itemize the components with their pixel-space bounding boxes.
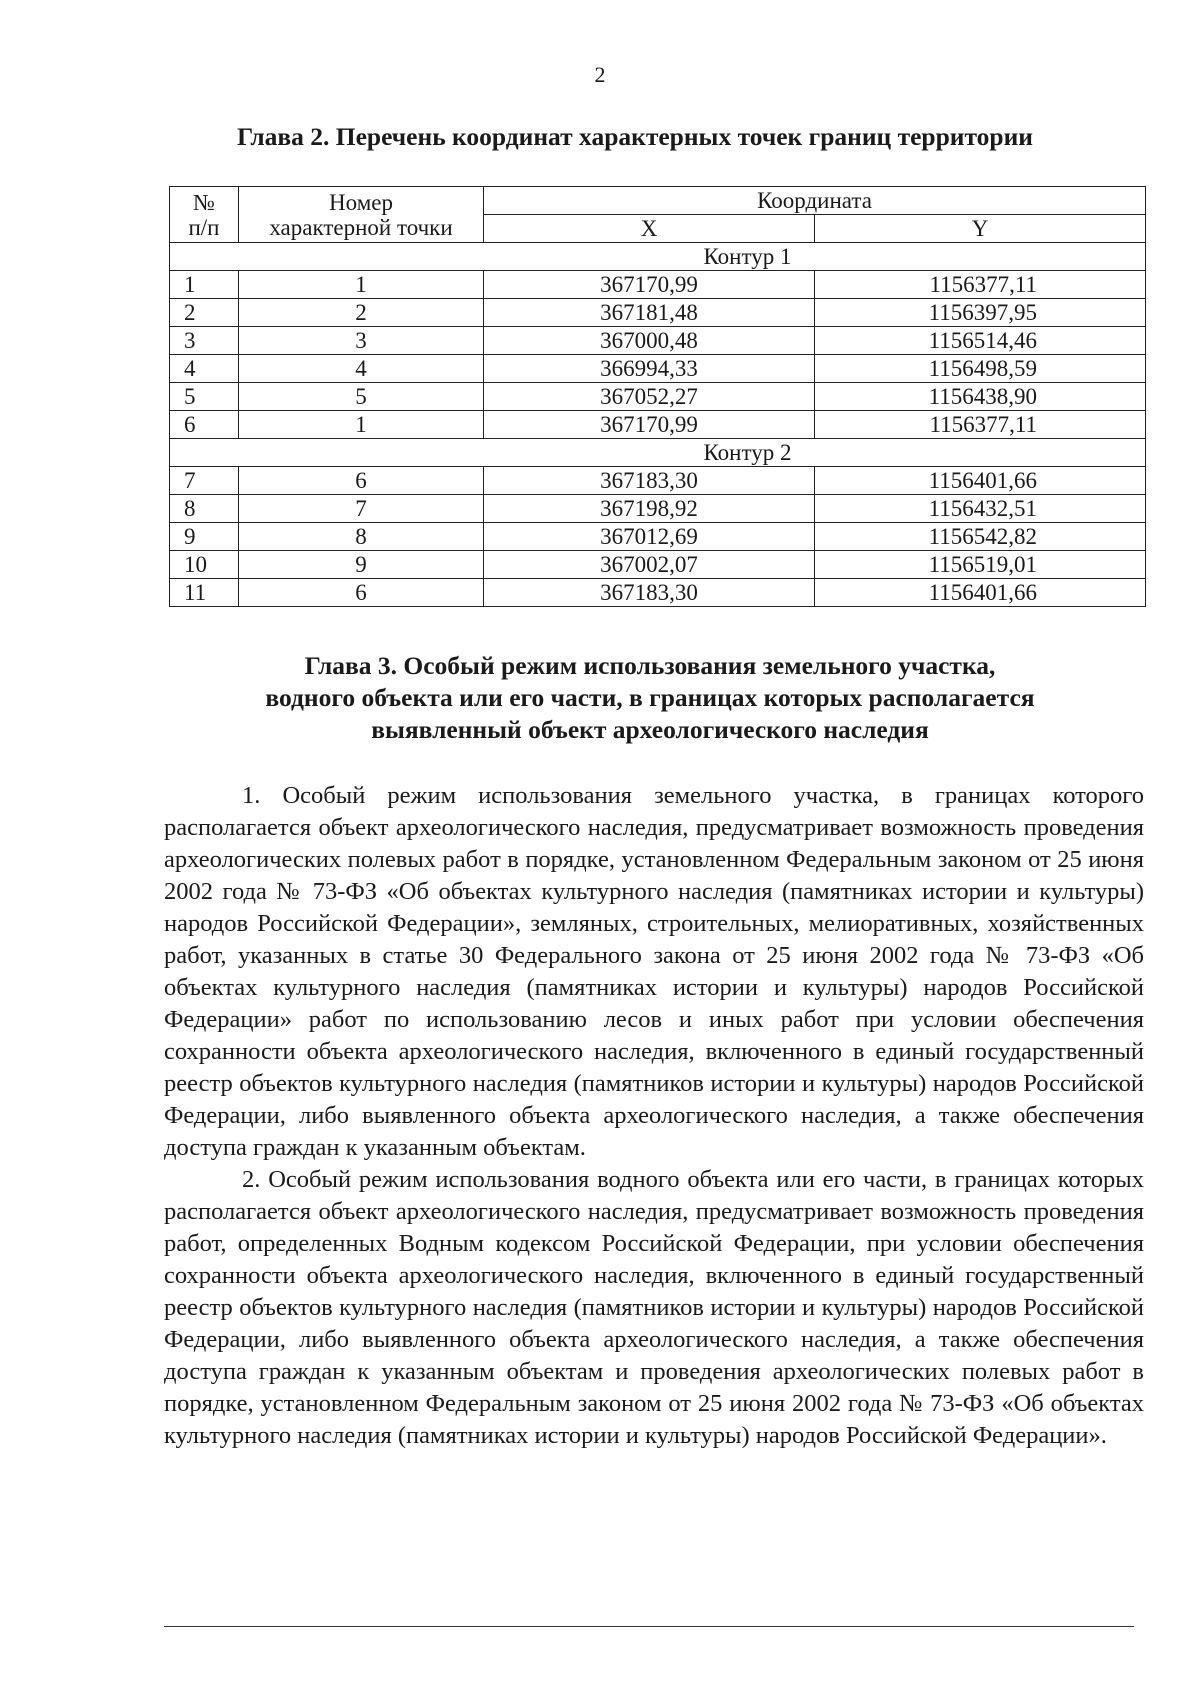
- table-row: [170, 523, 1146, 551]
- cell-y: 1156401,66: [815, 467, 1146, 495]
- cell-point: 3: [239, 327, 484, 355]
- header-coordinate: Координата: [484, 187, 1146, 215]
- cell-y: 1156519,01: [815, 551, 1146, 579]
- paragraph: 1. Особый режим использования земельного участка, в границах которого располагается объект археологического наследия, предусматривает возможность проведения археологических полевых работ в порядке, установленном Федеральным законом от 25 июня 2002 года № 73-ФЗ «Об объектах культурного наследия (памятниках истории и культуры) народов Российской Федерации», земляных, строительных, мелиоративных, хозяйственных работ, указанных в статье 30 Федерального закона от 25 июня 2002 года № 73-ФЗ «Об объектах культурного наследия (памятниках истории и культуры) народов Российской Федерации» работ по использованию лесов и иных работ при условии обеспечения сохранности объекта археологического наследия, включенного в единый государственный реестр объектов культурного наследия (памятников истории и культуры) народов Российской Федерации, либо выявленного объекта археологического наследия, а также обеспечения доступа граждан к указанным объектам.: [164, 782, 1144, 1161]
- table-body: [170, 243, 1146, 607]
- cell-y: 1156401,66: [815, 579, 1146, 607]
- cell-num: 8: [170, 495, 239, 523]
- table-row: [170, 299, 1146, 327]
- contour-label: Контур 1: [170, 243, 1146, 271]
- cell-x: 367170,99: [484, 411, 815, 439]
- cell-y: 1156514,46: [815, 327, 1146, 355]
- cell-x: 366994,33: [484, 355, 815, 383]
- table-row: [170, 383, 1146, 411]
- chapter3-title-line: Глава 3. Особый режим использования земельного участка,: [304, 651, 996, 680]
- footer-divider: [164, 1626, 1134, 1627]
- table-row: [170, 495, 1146, 523]
- cell-num: 10: [170, 551, 239, 579]
- cell-x: 367170,99: [484, 271, 815, 299]
- cell-x: 367012,69: [484, 523, 815, 551]
- cell-point: 6: [239, 579, 484, 607]
- cell-x: 367000,48: [484, 327, 815, 355]
- paragraph: 2. Особый режим использования водного объекта или его части, в границах которых располагается объект археологического наследия, предусматривает возможность проведения работ, определенных Водным кодексом Российской Федерации, при условии обеспечения сохранности объекта археологического наследия, включенного в единый государственный реестр объектов культурного наследия (памятников истории и культуры) народов Российской Федерации, либо выявленного объекта археологического наследия, а также обеспечения доступа граждан к указанным объектам и проведения археологических полевых работ в порядке, установленном Федеральным законом от 25 июня 2002 года № 73-ФЗ «Об объектах культурного наследия (памятниках истории и культуры) народов Российской Федерации».: [164, 1166, 1144, 1449]
- cell-x: 367181,48: [484, 299, 815, 327]
- cell-point: 8: [239, 523, 484, 551]
- header-point: Номер характерной точки: [239, 187, 484, 243]
- cell-y: 1156498,59: [815, 355, 1146, 383]
- cell-y: 1156438,90: [815, 383, 1146, 411]
- chapter3-title: [160, 650, 1140, 746]
- cell-y: 1156377,11: [815, 271, 1146, 299]
- chapter2-title: Глава 2. Перечень координат характерных точек границ территории: [236, 122, 1033, 151]
- cell-point: 2: [239, 299, 484, 327]
- cell-y: 1156397,95: [815, 299, 1146, 327]
- chapter3-title-line: водного объекта или его части, в границах которых располагается: [265, 683, 1035, 712]
- chapter3-body: [164, 780, 1144, 1452]
- cell-point: 4: [239, 355, 484, 383]
- cell-num: 1: [170, 271, 239, 299]
- header-y: Y: [815, 215, 1146, 243]
- cell-point: 6: [239, 467, 484, 495]
- cell-num: 6: [170, 411, 239, 439]
- cell-x: 367183,30: [484, 579, 815, 607]
- header-num: № п/п: [170, 187, 239, 243]
- table-row: [170, 579, 1146, 607]
- cell-y: 1156542,82: [815, 523, 1146, 551]
- table-row: [170, 411, 1146, 439]
- table-row: [170, 327, 1146, 355]
- page-number: 2: [594, 62, 606, 87]
- table-row: [170, 355, 1146, 383]
- table-row: [170, 467, 1146, 495]
- table-row: [170, 551, 1146, 579]
- table-row: [170, 271, 1146, 299]
- cell-point: 5: [239, 383, 484, 411]
- cell-num: 11: [170, 579, 239, 607]
- cell-point: 1: [239, 271, 484, 299]
- coordinates-table: [169, 186, 1146, 607]
- cell-num: 2: [170, 299, 239, 327]
- contour-row: [170, 439, 1146, 467]
- contour-row: [170, 243, 1146, 271]
- cell-num: 5: [170, 383, 239, 411]
- cell-x: 367002,07: [484, 551, 815, 579]
- cell-num: 9: [170, 523, 239, 551]
- cell-num: 4: [170, 355, 239, 383]
- cell-point: 1: [239, 411, 484, 439]
- cell-y: 1156432,51: [815, 495, 1146, 523]
- cell-x: 367198,92: [484, 495, 815, 523]
- header-x: X: [484, 215, 815, 243]
- chapter3-title-line: выявленный объект археологического наследия: [371, 715, 929, 744]
- cell-point: 7: [239, 495, 484, 523]
- cell-num: 7: [170, 467, 239, 495]
- cell-num: 3: [170, 327, 239, 355]
- cell-x: 367183,30: [484, 467, 815, 495]
- cell-point: 9: [239, 551, 484, 579]
- cell-y: 1156377,11: [815, 411, 1146, 439]
- cell-x: 367052,27: [484, 383, 815, 411]
- contour-label: Контур 2: [170, 439, 1146, 467]
